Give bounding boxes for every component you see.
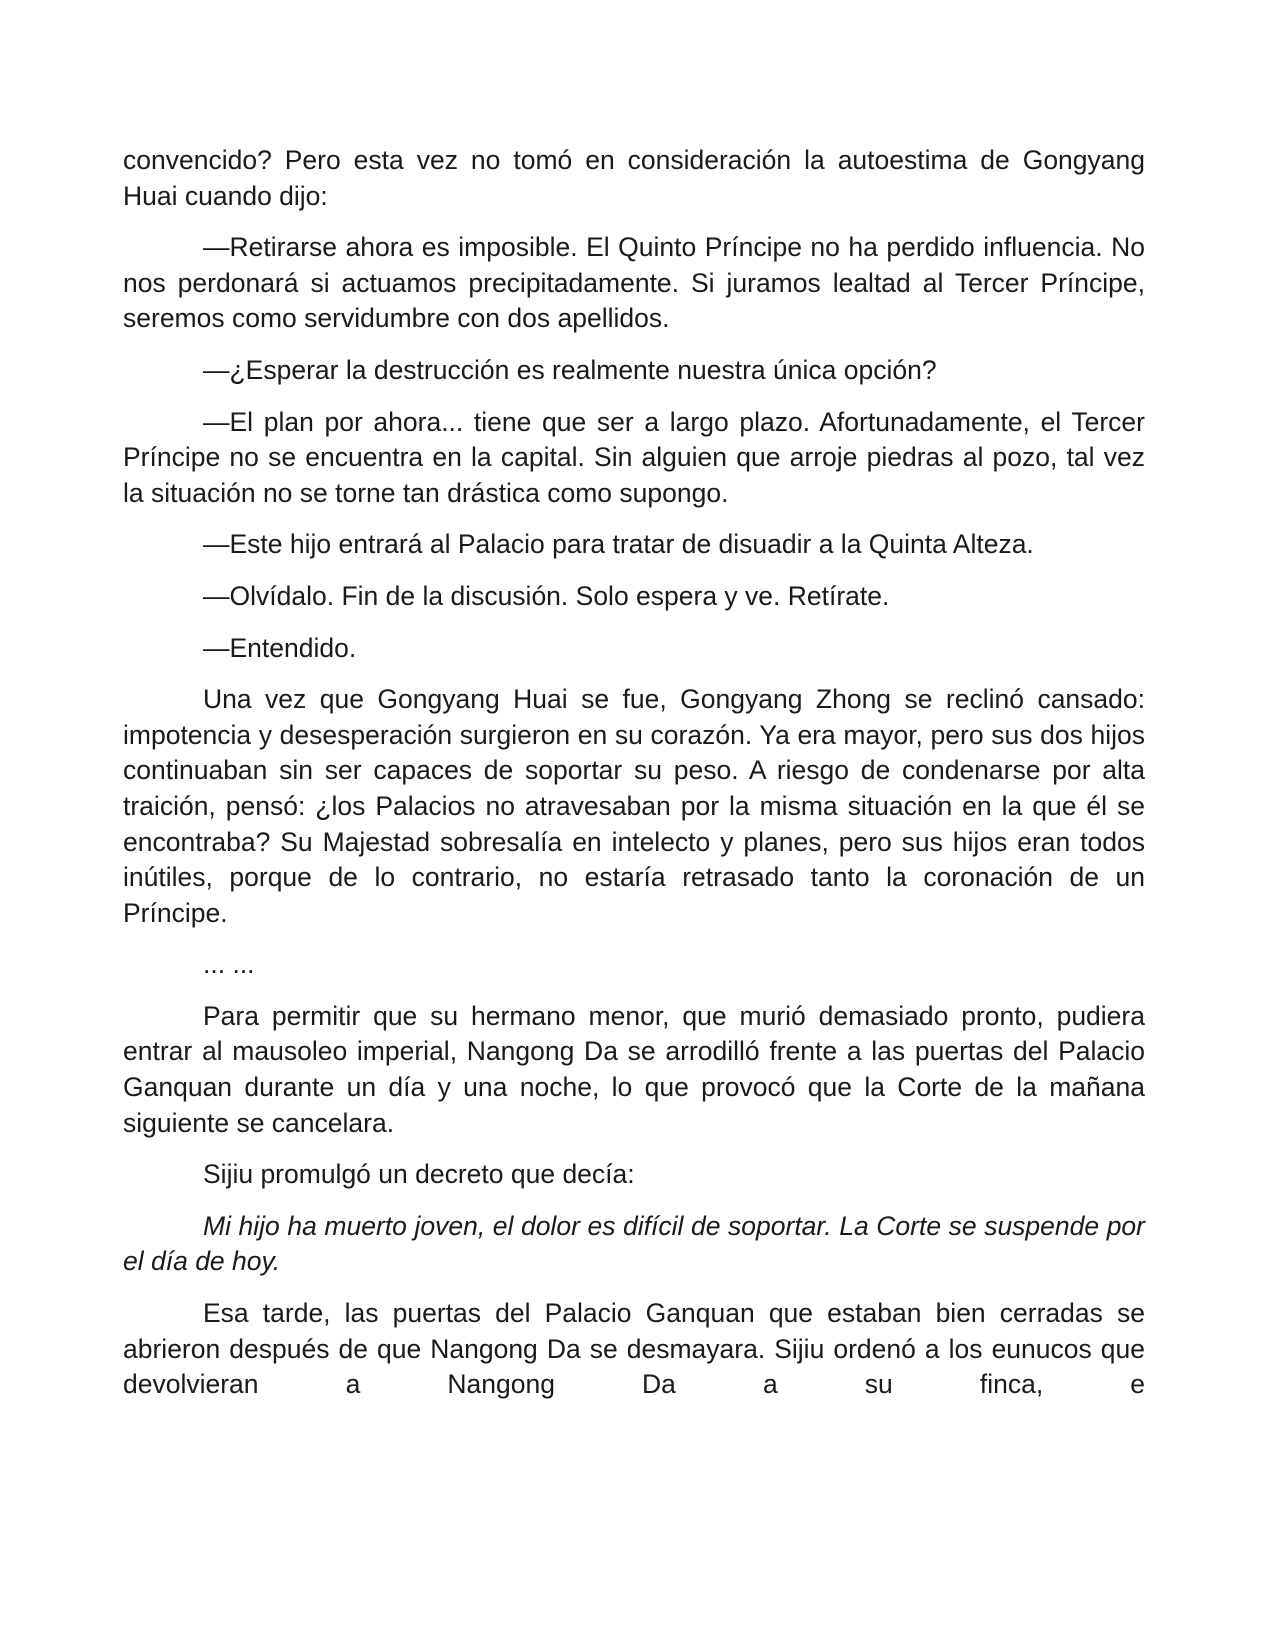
narrative-paragraph: Para permitir que su hermano menor, que murió demasiado pronto, pudiera entrar al mausoleo imperial, Nangong Da se arrodilló frente a las puertas del Palacio Ganquan durante un día y una noche, lo que provocó que la Corte de la mañana siguiente se cancelara. (123, 1000, 1145, 1138)
document-page (123, 143, 1145, 1419)
scene-break: ... ... (203, 949, 255, 980)
dialogue-paragraph: —Retirarse ahora es imposible. El Quinto Príncipe no ha perdido influencia. No nos perdonará si actuamos precipitadamente. Si juramos lealtad al Tercer Príncipe, seremos como servidumbre con dos apellidos. (123, 232, 1145, 334)
dialogue-paragraph: —Este hijo entrará al Palacio para tratar de disuadir a la Quinta Alteza. (203, 529, 1034, 560)
decree-text: Mi hijo ha muerto joven, el dolor es difícil de soportar. La Corte se suspende por el día de hoy. (123, 1210, 1145, 1277)
dialogue-paragraph: —Olvídalo. Fin de la discusión. Solo espera y ve. Retírate. (203, 580, 890, 611)
narrative-paragraph: Esa tarde, las puertas del Palacio Ganquan que estaban bien cerradas se abrieron después de que Nangong Da se desmayara. Sijiu ordenó a los eunucos que devolvieran a Nangong Da a su finca, e (123, 1298, 1145, 1400)
dialogue-paragraph: —Entendido. (203, 632, 357, 663)
narrative-paragraph: Una vez que Gongyang Huai se fue, Gongyang Zhong se reclinó cansado: impotencia y desesperación surgieron en su corazón. Ya era mayor, pero sus dos hijos continuaban sin ser capaces de soportar su peso. A riesgo de condenarse por alta traición, pensó: ¿los Palacios no atravesaban por la misma situación en la que él se encontraba? Su Majestad sobresalía en intelecto y planes, pero sus hijos eran todos inútiles, porque de lo contrario, no estaría retrasado tanto la coronación de un Príncipe. (123, 684, 1145, 928)
dialogue-paragraph: —¿Esperar la destrucción es realmente nuestra única opción? (203, 354, 937, 385)
paragraph: convencido? Pero esta vez no tomó en consideración la autoestima de Gongyang Huai cuando dijo: (123, 145, 1145, 211)
dialogue-paragraph: —El plan por ahora... tiene que ser a largo plazo. Afortunadamente, el Tercer Príncipe no se encuentra en la capital. Sin alguien que arroje piedras al pozo, tal vez la situación no se torne tan drástica como supongo. (123, 406, 1145, 508)
narrative-paragraph: Sijiu promulgó un decreto que decía: (203, 1159, 635, 1190)
